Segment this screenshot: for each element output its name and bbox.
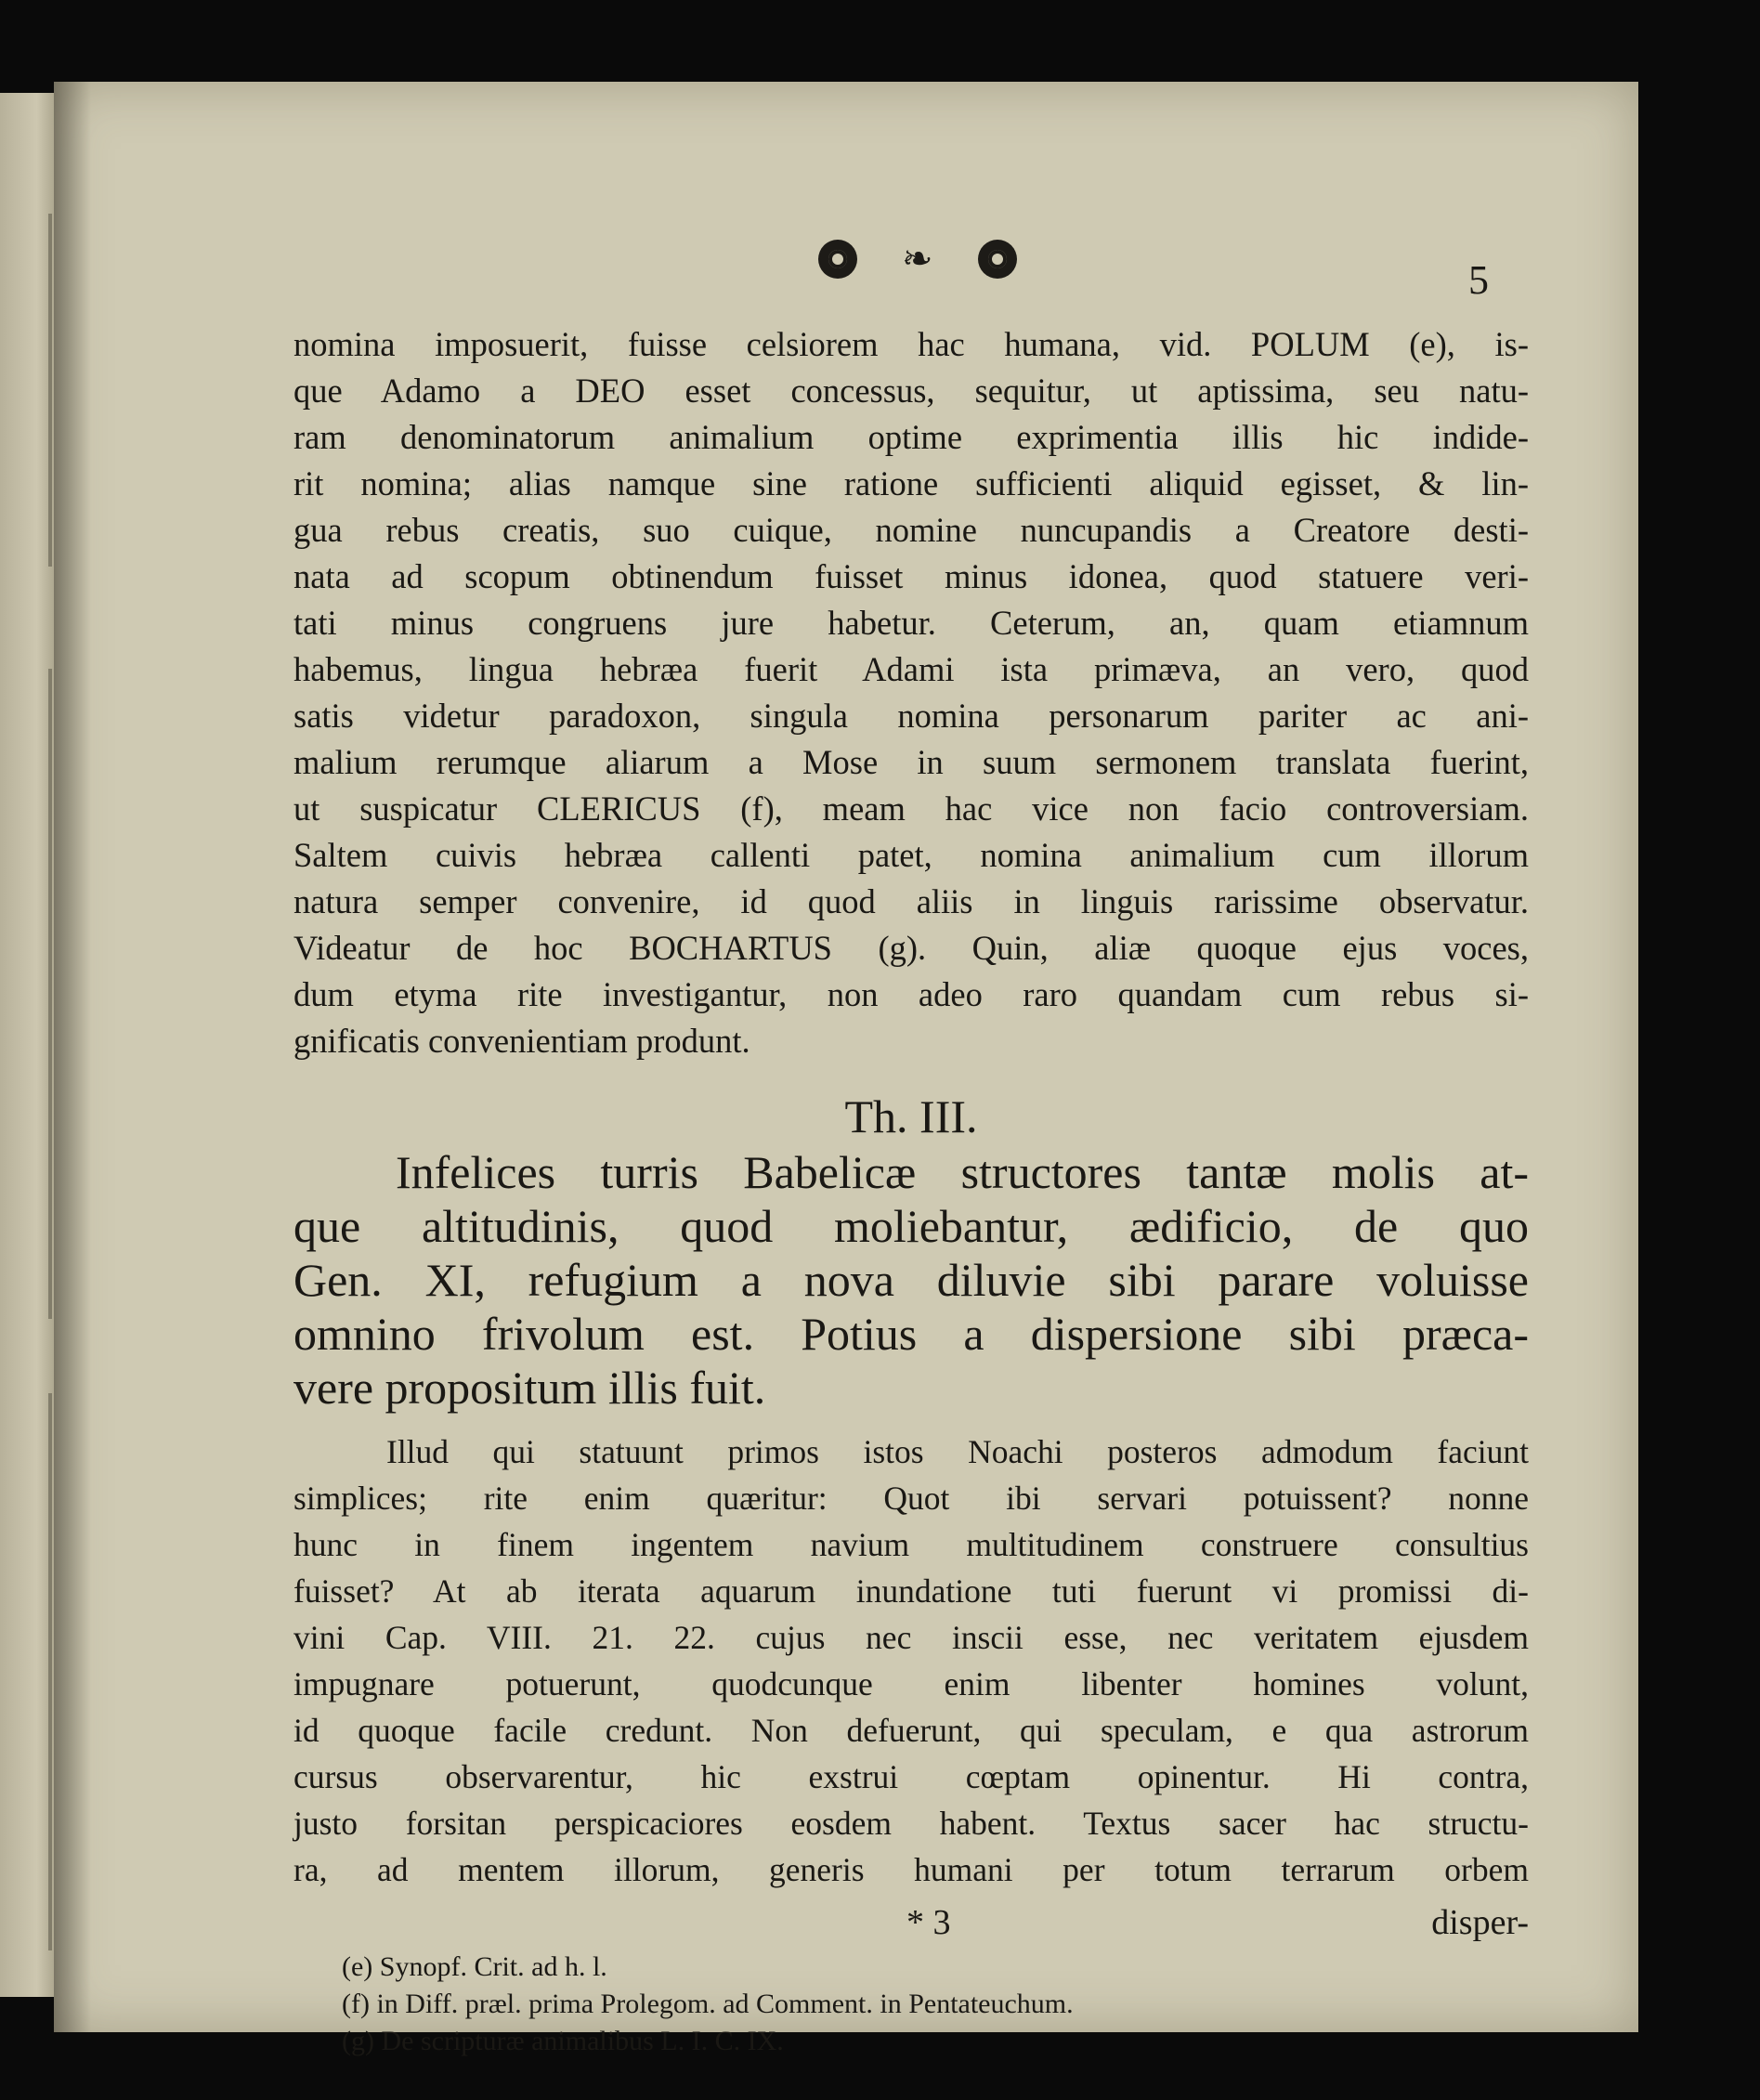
- paragraph-continuation: [293, 321, 1529, 1064]
- text-line: vini Cap. VIII. 21. 22. cujus nec inscii esse, nec veritatem ejusdem: [293, 1619, 1529, 1656]
- page-number: 5: [1468, 257, 1489, 303]
- text-line: fuisset? At ab iterata aquarum inundatione tuti fuerunt vi promissi di-: [293, 1572, 1529, 1610]
- thesis-line: Gen. XI, refugium a nova diluvie sibi parare voluisse: [293, 1254, 1529, 1306]
- text-line: gua rebus creatis, suo cuique, nomine nuncupandis a Creatore desti-: [293, 511, 1529, 549]
- page-header: [293, 165, 1529, 303]
- text-line: hunc in finem ingentem navium multitudinem construere consultius: [293, 1526, 1529, 1563]
- paragraph-body: [293, 1428, 1529, 1893]
- text-line: Saltem cuivis hebræa callenti patet, nomina animalium cum illorum: [293, 836, 1529, 874]
- text-line: simplices; rite enim quæritur: Quot ibi servari potuissent? nonne: [293, 1480, 1529, 1517]
- text-line: rit nomina; alias namque sine ratione sufficienti aliquid egisset, & lin-: [293, 464, 1529, 502]
- text-line: dum etyma rite investigantur, non adeo raro quandam cum rebus si-: [293, 975, 1529, 1013]
- footnote: (e) Synopf. Crit. ad h. l.: [342, 1951, 607, 1982]
- binding-thread: [48, 214, 52, 567]
- text-line: impugnare potuerunt, quodcunque enim libenter homines volunt,: [293, 1665, 1529, 1702]
- binding-thread: [48, 1393, 52, 1950]
- text-line: cursus observarentur, hic exstrui cœptam opinentur. Hi contra,: [293, 1758, 1529, 1795]
- thesis-line: vere propositum illis fuit.: [293, 1362, 766, 1414]
- text-line: malium rerumque aliarum a Mose in suum sermonem translata fuerint,: [293, 743, 1529, 781]
- binding-thread: [48, 669, 52, 1319]
- text-line: ram denominatorum animalium optime exprimentia illis hic indide-: [293, 418, 1529, 456]
- header-ornament: [818, 240, 1017, 279]
- signature-row: [293, 1902, 1529, 1943]
- text-line: Illud qui statuunt primos istos Noachi posteros admodum faciunt: [386, 1433, 1529, 1470]
- footnote: (f) in Diff. præl. prima Prolegom. ad Comment. in Pentateuchum.: [342, 1989, 1074, 2019]
- signature-mark: * 3: [906, 1903, 951, 1942]
- text-line: habemus, lingua hebræa fuerit Adami ista primæva, an vero, quod: [293, 650, 1529, 688]
- rosette-icon: [978, 240, 1017, 279]
- section-heading: Th. III.: [844, 1090, 978, 1142]
- footnote: (g) De scripturæ animalibus L. I. C. IX.: [342, 2026, 784, 2056]
- catchword: disper-: [1431, 1903, 1529, 1942]
- text-line: gnificatis convenientiam produnt.: [293, 1022, 750, 1060]
- text-line: id quoque facile credunt. Non defuerunt, qui speculam, e qua astrorum: [293, 1712, 1529, 1749]
- fleuron-icon: ❧: [902, 238, 933, 280]
- text-line: nomina imposuerit, fuisse celsiorem hac humana, vid. POLUM (e), is-: [293, 325, 1529, 363]
- rosette-icon: [818, 240, 857, 279]
- text-line: que Adamo a DEO esset concessus, sequitur, ut aptissima, seu natu-: [293, 372, 1529, 410]
- book-page: [54, 82, 1638, 2056]
- text-line: satis videtur paradoxon, singula nomina personarum pariter ac ani-: [293, 697, 1529, 735]
- text-line: natura semper convenire, id quod aliis in linguis rarissime observatur.: [293, 882, 1529, 920]
- text-line: ra, ad mentem illorum, generis humani per totum terrarum orbem: [293, 1851, 1529, 1888]
- thesis-line: que altitudinis, quod moliebantur, ædificio, de quo: [293, 1200, 1529, 1252]
- thesis-statement: [293, 1145, 1529, 1415]
- text-line: justo forsitan perspicaciores eosdem habent. Textus sacer hac structu-: [293, 1805, 1529, 1842]
- text-line: ut suspicatur CLERICUS (f), meam hac vice non facio controversiam.: [293, 789, 1529, 828]
- text-line: Videatur de hoc BOCHARTUS (g). Quin, aliæ quoque ejus voces,: [293, 929, 1529, 967]
- footnotes: [342, 1949, 1074, 2060]
- text-line: tati minus congruens jure habetur. Ceterum, an, quam etiamnum: [293, 604, 1529, 642]
- thesis-line: omnino frivolum est. Potius a dispersione sibi præca-: [293, 1308, 1529, 1360]
- text-line: nata ad scopum obtinendum fuisset minus idonea, quod statuere veri-: [293, 557, 1529, 595]
- thesis-line: Infelices turris Babelicæ structores tantæ molis at-: [396, 1146, 1529, 1198]
